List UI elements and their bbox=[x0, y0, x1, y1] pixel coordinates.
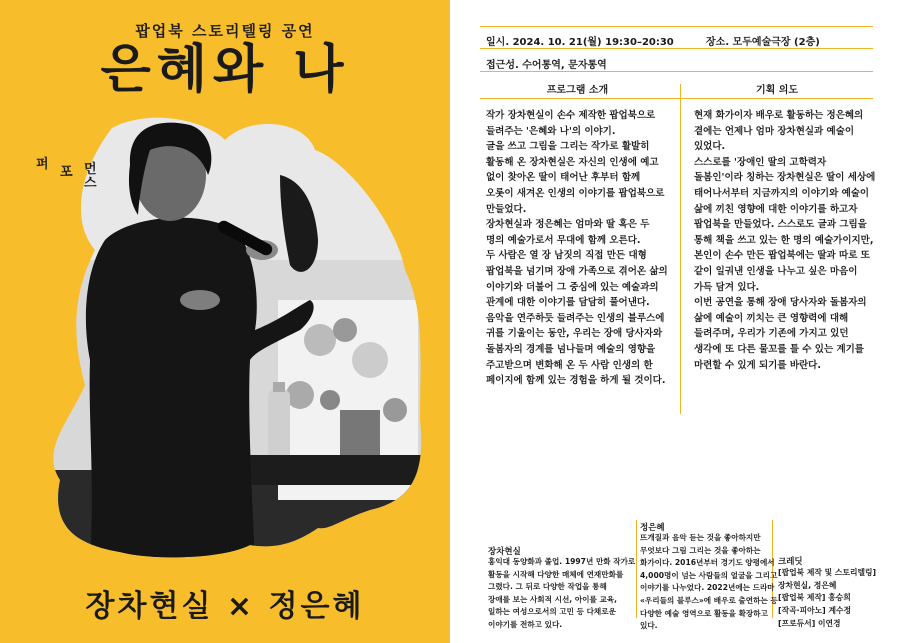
performance-char-1: 퍼 bbox=[36, 157, 49, 172]
bio-text-2: 뜨개질과 음악 듣는 것을 좋아하지만 무엇보다 그림 그리는 것을 좋아하는 화가이다. 2016년부터 경기도 양평에서 4,000명이 넘는 사람들의 얼굴을 그리고 이야기를 나누었다. 2022년에는 드라마 «우리들의 블루스»에 배우로 출연하는 등 다양한 예술 영역으로 활동을 확장하고 있다. bbox=[640, 533, 778, 631]
info-divider-2 bbox=[480, 71, 873, 72]
event-venue: 장소. 모두예술극장 (2층) bbox=[706, 37, 820, 48]
program-text: 작가 장차현실이 손수 제작한 팝업북으로 들려주는 '은혜와 나'의 이야기. 글을 쓰고 그림을 그리는 작가로 활발히 활동해 온 장차현실은 자신의 인생에 예고 없이 찾아온 딸이 태어난 후부터 함께 오롯이 새겨온 인생의 이야기를 팝업북으로 만들었다. 장차현실과 정은혜는 엄마와 딸 혹은 두 명의 예술가로서 무대에 함께 오른다. 두 사람은 열 장 남짓의 직접 만든 대형 팝업북을 넘기며 장애 가족으로 겪어온 삶의 이야기와 더불어 그 중심에 있는 예술과의 관계에 대한 이야기를 담담히 풀어낸다. 음악을 연주하듯 들려주는 인생의 블루스에 귀를 기울이는 동안, 우리는 장애 당사자와 돌봄자의 경계를 넘나들며 예술의 영향을 주고받으며 변화해 온 두 사람 인생의 한 페이지에 함께 있는 경험을 하게 될 것이다. bbox=[486, 110, 668, 387]
bio-text-1: 홍익대 동양화과 졸업. 1997년 만화 작가로 활동을 시작해 다양한 매체에 연재만화를 그렸다. 그 뒤로 다양한 작업을 통해 장애를 보는 사회적 시선, 아이를 교육, 일하는 여성으로서의 고민 등 다채로운 이야기를 전하고 있다. bbox=[488, 557, 636, 629]
performance-char-3: 먼 bbox=[84, 162, 97, 177]
performance-char-4: 스 bbox=[84, 176, 97, 191]
intent-text: 현재 화가이자 배우로 활동하는 정은혜의 곁에는 언제나 엄마 장차현실과 예술이 있었다. 스스로를 '장애인 딸의 고학력자 돌봄인'이라 칭하는 장차현실은 딸이 세상에 태어나서부터 지금까지의 이야기와 예술이 삶에 끼친 영향에 대한 이야기를 하고자 팝업북을 만들었다. 스스로도 글과 그림을 통해 책을 쓰고 있는 한 명의 예술가이지만, 본인이 손수 만든 팝업북에는 딸과 따로 또 같이 일궈낸 인생을 나누고 싶은 마음이 가득 담겨 있다. 이번 공연을 통해 장애 당사자와 돌봄자의 삶에 예술이 끼치는 큰 영향력에 대해 들려주며, 우리가 기존에 가지고 있던 생각에 또 다른 물꼬를 틀 수 있는 계기를 마련할 수 있게 되기를 바란다. bbox=[694, 110, 876, 371]
info-panel bbox=[450, 0, 900, 643]
top-rule bbox=[480, 26, 873, 27]
event-accessibility: 접근성. 수어통역, 문자통역 bbox=[486, 60, 607, 71]
performer-names: 장차현실 × 정은혜 bbox=[85, 589, 365, 624]
poster-title: 은혜와 나 bbox=[100, 40, 350, 100]
credits-text: [팝업북 제작 및 스토리텔링] 장차현실, 정은혜 [팝업북 제작] 홍승희 [작곡·피아노] 계수정 [프로듀서] 이연경 bbox=[778, 568, 877, 628]
section-rule bbox=[480, 98, 873, 99]
bio-name-2: 정은혜 bbox=[640, 523, 665, 533]
performance-char-2: 포 bbox=[60, 165, 73, 180]
credits-heading: 크레딧 bbox=[778, 557, 803, 567]
bio-name-1: 장차현실 bbox=[488, 547, 521, 557]
event-datetime: 일시. 2024. 10. 21(월) 19:30–20:30 bbox=[486, 37, 674, 48]
poster-subtitle: 팝업북 스토리텔링 공연 bbox=[135, 22, 315, 40]
column-divider bbox=[680, 84, 681, 414]
program-heading: 프로그램 소개 bbox=[546, 85, 609, 96]
intent-heading: 기획 의도 bbox=[755, 85, 799, 96]
info-divider-1 bbox=[480, 48, 873, 49]
